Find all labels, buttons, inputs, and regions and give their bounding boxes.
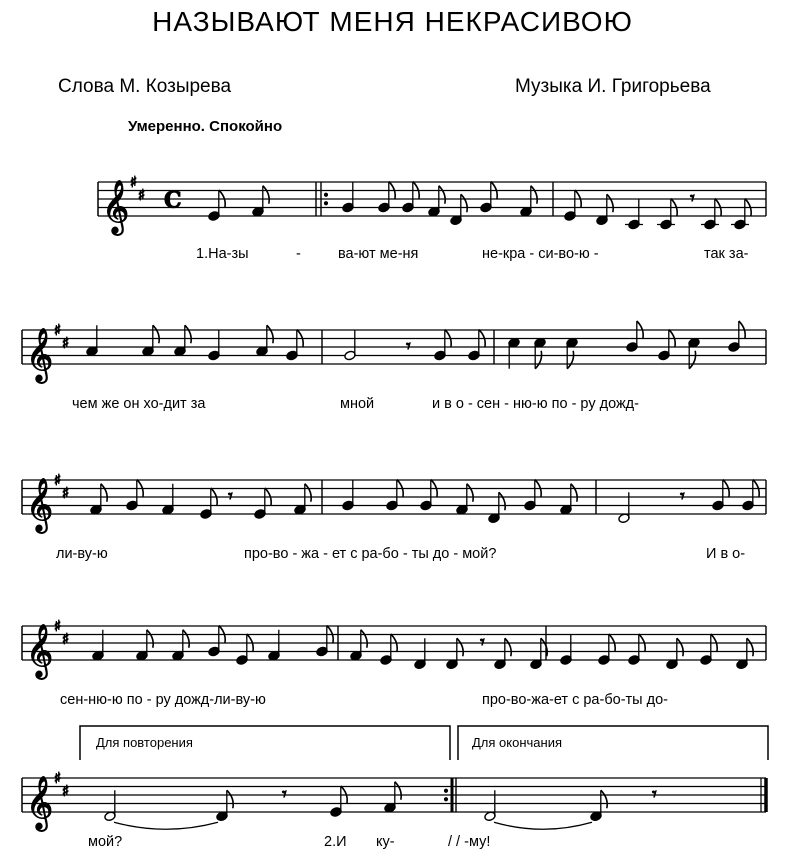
lyric-line-1d: не-кра - си-во-ю - (482, 246, 599, 262)
lyric-line-3c: И в о- (706, 546, 746, 562)
repeat-dot (444, 789, 447, 792)
note-flag (601, 790, 607, 808)
composer-credit: Музыка И. Григорьева (515, 76, 711, 97)
note-flag (505, 638, 511, 656)
tie (114, 822, 218, 829)
lyric-line-4b: про-во-жа-ет с ра-бо-ты до- (482, 692, 668, 708)
sharp-icon: ♯ (62, 629, 70, 648)
song-title: НАЗЫВАЮТ МЕНЯ НЕКРАСИВОЮ (152, 6, 633, 37)
repeat-dot (444, 798, 447, 801)
lyric-line-1a: 1.На-зы (196, 246, 249, 262)
lyric-line-5a: мой? (88, 834, 123, 850)
lyric-line-3b: про-во - жа - ет с ра-бо - ты до - мой? (244, 546, 497, 562)
note-flag (531, 186, 537, 204)
note-flag (147, 630, 153, 648)
lyric-line-2b: мной (340, 396, 375, 412)
lyricist-credit: Слова М. Козырева (58, 76, 232, 97)
treble-clef-icon: 𝄞 (26, 623, 54, 677)
note-flag (467, 484, 473, 502)
note-flag (535, 351, 541, 369)
note-flag (567, 351, 573, 369)
rest-icon: 𝄾 (228, 486, 233, 508)
note-flag (183, 630, 189, 648)
note-flag (263, 186, 269, 204)
note-flag (689, 351, 695, 369)
note-flag (185, 325, 191, 343)
tie (494, 822, 592, 829)
rest-icon: 𝄾 (680, 486, 685, 508)
sharp-icon: ♯ (62, 333, 70, 352)
lyric-line-1c: ва-ют ме-ня (338, 246, 419, 262)
sharp-icon: ♯ (130, 173, 138, 191)
tempo-marking: Умеренно. Спокойно (128, 118, 283, 135)
sharp-icon: ♯ (54, 769, 62, 787)
note-flag (607, 194, 613, 212)
rest-icon: 𝄾 (690, 188, 695, 210)
lyric-line-5c: ку- (376, 834, 395, 850)
note-flag (395, 782, 401, 800)
repeat-dot (324, 193, 327, 196)
note-flag (153, 325, 159, 343)
lyric-line-1e: так за- (704, 246, 749, 262)
rest-icon: 𝄾 (480, 632, 485, 654)
note-flag (747, 638, 753, 656)
sharp-icon: ♯ (54, 321, 62, 339)
sharp-icon: ♯ (138, 185, 146, 204)
lyric-line-5d: / / -му! (448, 834, 491, 850)
volta-brackets (80, 726, 768, 760)
lyric-line-1b: - (296, 246, 301, 262)
treble-clef-icon: 𝄞 (26, 477, 54, 531)
note-flag (267, 325, 273, 343)
note-flag (461, 194, 467, 212)
treble-clef-icon: 𝄞 (102, 179, 130, 233)
note-flag (101, 484, 107, 502)
lyric-line-2a: чем же он хо-дит за (72, 396, 206, 412)
note-flag (457, 638, 463, 656)
lyric-line-5b: 2.И (324, 834, 347, 850)
note-flag (677, 638, 683, 656)
lyric-line-2c: и в о - сен - ню-ю по - ру дожд- (432, 396, 639, 412)
rest-icon: 𝄾 (652, 784, 657, 806)
sharp-icon: ♯ (62, 781, 70, 800)
time-signature-icon: C (164, 187, 182, 214)
repeat-dot (324, 202, 327, 205)
note-flag (499, 492, 505, 510)
sharp-icon: ♯ (54, 471, 62, 489)
rest-icon: 𝄾 (406, 336, 411, 358)
note-flag (439, 186, 445, 204)
note-flag (361, 630, 367, 648)
lyric-line-3a: ли-ву-ю (56, 546, 108, 562)
volta-first-label: Для повторения (96, 735, 193, 750)
rest-icon: 𝄾 (282, 784, 287, 806)
note-flag (227, 790, 233, 808)
treble-clef-icon: 𝄞 (26, 775, 54, 829)
sharp-icon: ♯ (62, 483, 70, 502)
sharp-icon: ♯ (54, 617, 62, 635)
treble-clef-icon: 𝄞 (26, 327, 54, 381)
note-flag (571, 484, 577, 502)
volta-second-label: Для окончания (472, 735, 562, 750)
lyric-line-4a: сен-ню-ю по - ру дожд-ли-ву-ю (60, 692, 266, 708)
note-flag (305, 484, 311, 502)
